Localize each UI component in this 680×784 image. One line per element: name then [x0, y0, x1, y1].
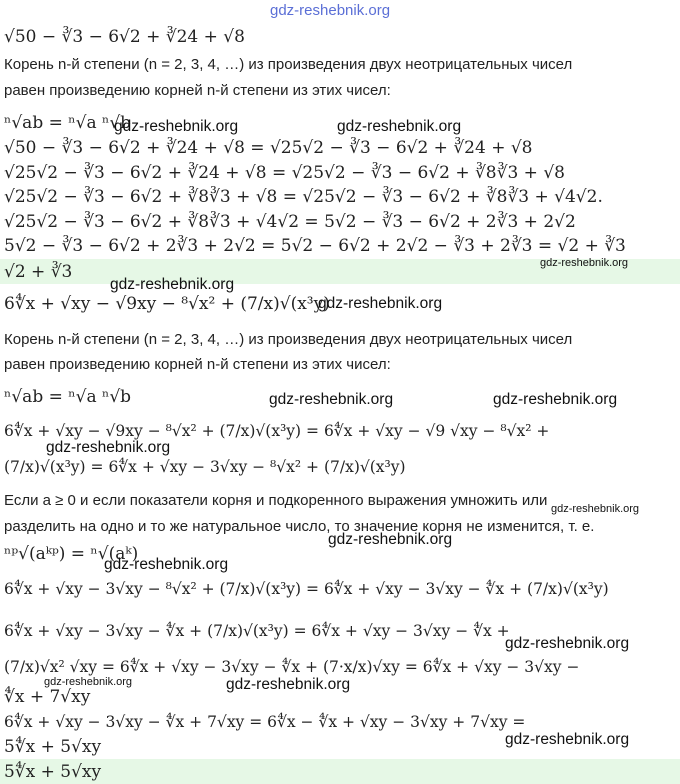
rule-text-line-2: равен произведению корней n-й степени из этих чисел:: [4, 82, 391, 99]
solution-step-1: √50 − ∛3 − 6√2 + ∛24 + √8 = √25√2 − ∛3 − 6√2 + ∛24 + √8: [4, 138, 533, 158]
solution-step-4: √25√2 − ∛3 − 6√2 + ∛8∛3 + √4√2 = 5√2 − ∛3 − 6√2 + 2∛3 + 2√2: [4, 212, 576, 232]
watermark: gdz-reshebnik.org: [226, 676, 351, 693]
watermark: gdz-reshebnik.org: [551, 503, 640, 515]
solution-step-13: 5∜x + 5√xy: [4, 737, 102, 757]
watermark: gdz-reshebnik.org: [337, 118, 462, 135]
solution-step-11: ∜x + 7√xy: [4, 687, 91, 707]
watermark: gdz-reshebnik.org: [493, 391, 618, 408]
watermark: gdz-reshebnik.org: [540, 257, 629, 269]
rule-text-line-4: равен произведению корней n-й степени из этих чисел:: [4, 356, 391, 373]
answer-1: √2 + ∛3: [4, 262, 73, 282]
watermark: gdz-reshebnik.org: [505, 731, 630, 748]
rule-text-line-1: Корень n-й степени (n = 2, 3, 4, …) из произведения двух неотрицательных чисел: [4, 56, 573, 73]
solution-step-5: 5√2 − ∛3 − 6√2 + 2∛3 + 2√2 = 5√2 − 6√2 + 2√2 − ∛3 + 2∛3 = √2 + ∛3: [4, 236, 626, 256]
rule-text-line-6: разделить на одно и то же натуральное число, то значение корня не изменится, т. е.: [4, 518, 595, 535]
rule-formula-3: ⁿᵖ√(aᵏᵖ) = ⁿ√(aᵏ): [4, 544, 139, 564]
watermark: gdz-reshebnik.org: [328, 531, 453, 548]
solution-step-7: (7/x)√(x³y) = 6∜x + √xy − 3√xy − ⁸√x² + (7/x)√(x³y): [4, 458, 406, 476]
problem-expression-1: √50 − ∛3 − 6√2 + ∛24 + √8: [4, 27, 245, 47]
watermark: gdz-reshebnik.org: [318, 295, 443, 312]
watermark: gdz-reshebnik.org: [110, 276, 235, 293]
solution-step-10: (7/x)√x² √xy = 6∜x + √xy − 3√xy − ∜x + (7·x/x)√xy = 6∜x + √xy − 3√xy −: [4, 658, 580, 676]
watermark: gdz-reshebnik.org: [46, 439, 171, 456]
watermark: gdz-reshebnik.org: [505, 635, 630, 652]
rule-formula-1: ⁿ√ab = ⁿ√a ⁿ√b: [4, 113, 132, 133]
solution-step-3: √25√2 − ∛3 − 6√2 + ∛8∛3 + √8 = √25√2 − ∛3 − 6√2 + ∛8∛3 + √4√2.: [4, 187, 603, 207]
solution-step-12: 6∜x + √xy − 3√xy − ∜x + 7√xy = 6∜x − ∜x + √xy − 3√xy + 7√xy =: [4, 713, 526, 731]
problem-expression-2: 6∜x + √xy − √9xy − ⁸√x² + (7/x)√(x³y): [4, 294, 330, 314]
rule-text-line-3: Корень n-й степени (n = 2, 3, 4, …) из произведения двух неотрицательных чисел: [4, 331, 573, 348]
solution-step-6: 6∜x + √xy − √9xy − ⁸√x² + (7/x)√(x³y) = 6∜x + √xy − √9 √xy − ⁸√x² +: [4, 422, 550, 440]
watermark-top: gdz-reshebnik.org: [270, 2, 391, 19]
answer-2: 5∜x + 5√xy: [4, 762, 102, 782]
answer-highlight-2: [0, 759, 680, 784]
watermark: gdz-reshebnik.org: [114, 118, 239, 135]
rule-formula-2: ⁿ√ab = ⁿ√a ⁿ√b: [4, 387, 132, 407]
solution-step-8: 6∜x + √xy − 3√xy − ⁸√x² + (7/x)√(x³y) = 6∜x + √xy − 3√xy − ∜x + (7/x)√(x³y): [4, 580, 609, 598]
solution-step-9: 6∜x + √xy − 3√xy − ∜x + (7/x)√(x³y) = 6∜x + √xy − 3√xy − ∜x +: [4, 622, 510, 640]
solution-step-2: √25√2 − ∛3 − 6√2 + ∛24 + √8 = √25√2 − ∛3 − 6√2 + ∛8∛3 + √8: [4, 163, 565, 183]
watermark: gdz-reshebnik.org: [104, 556, 229, 573]
rule-text-line-5: Если a ≥ 0 и если показатели корня и подкоренного выражения умножить или: [4, 492, 548, 509]
watermark: gdz-reshebnik.org: [269, 391, 394, 408]
watermark: gdz-reshebnik.org: [44, 676, 133, 688]
